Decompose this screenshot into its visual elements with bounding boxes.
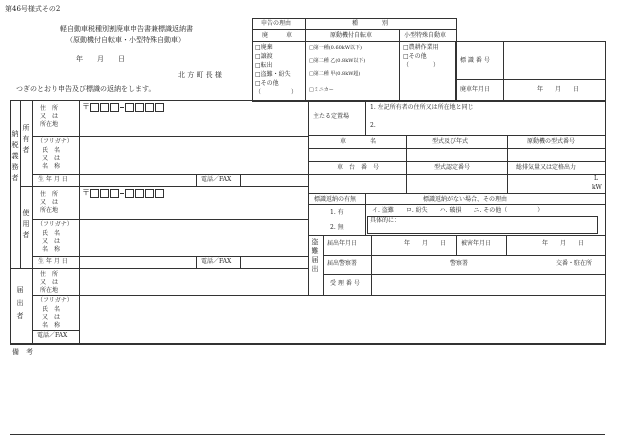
user-furigana-label: （フリガナ） (37, 221, 73, 228)
koban-suffix: 交番・駐在所 (556, 260, 593, 267)
gentsuki-type-1[interactable]: □第一種(0.60kW以下) (309, 45, 362, 51)
gentsuki-type-2[interactable]: □第二種 乙(0.8kW以下) (309, 58, 366, 64)
damage-date-label: 被害年月日 (461, 240, 492, 247)
remarks-field[interactable] (10, 360, 604, 430)
owner-furigana-label: （フリガナ） (37, 138, 73, 145)
owner-address-label: 住 所 又 は 所在地 (40, 105, 59, 128)
filer-address-field[interactable] (81, 270, 306, 293)
chassis-no-field[interactable] (310, 176, 405, 192)
kogata-type-noko[interactable]: □農耕作業用 (403, 44, 439, 51)
filer-tel-field[interactable] (81, 332, 306, 342)
police-station-field[interactable] (373, 257, 448, 272)
haisha-date-value[interactable]: 年 月 日 (537, 86, 580, 93)
return-status-label: 標識返納の有無 (314, 196, 357, 203)
owner-name-label: 氏 名 又 は 名 称 (42, 147, 61, 170)
user-postal-mark: 〒 (82, 188, 90, 197)
return-yes-option[interactable]: 1. 有 (330, 209, 344, 216)
receipt-no-field[interactable] (373, 276, 603, 293)
filer-name-field[interactable] (81, 297, 306, 328)
reason-option-sonota-detail: （ ） (255, 89, 298, 96)
theft-report-label: 盗難届出 (311, 238, 319, 273)
owner-tel-label: 電話／FAX (201, 176, 232, 183)
plate-no-label: 標 識 番 号 (460, 57, 490, 64)
owner-address-field[interactable] (81, 114, 306, 134)
approval-no-label: 型式認定番号 (434, 164, 471, 171)
kogata-header: 小型特殊自動車 (404, 32, 447, 39)
date-label: 年 月 日 (76, 55, 125, 63)
user-address-label: 住 所 又 は 所在地 (40, 191, 59, 214)
vehicle-maker-label: 車 名 (340, 138, 377, 145)
intro-text: つぎのとおり申告及び標識の返納をします。 (16, 85, 156, 93)
user-tel-field[interactable] (242, 258, 306, 267)
user-birth-label: 生 年 月 日 (38, 258, 68, 265)
owner-label: 所有者 (22, 124, 30, 154)
return-reason-label: 標識返納がない場合、その理由 (423, 196, 508, 203)
taxpayer-group-label: 納税義務者 (11, 130, 19, 182)
displacement-field[interactable] (509, 176, 589, 192)
unit-kw: kW (592, 184, 602, 191)
receipt-no-label: 受 理 番 号 (330, 280, 360, 287)
form-subtitle: （原動機付自転車・小型特殊自動車） (66, 36, 185, 44)
storage-label: 主たる定置場 (313, 113, 350, 120)
kogata-type-detail: （ ） (403, 62, 440, 69)
form-id: 第46号様式その2 (5, 5, 61, 13)
filer-furigana-label: （フリガナ） (37, 297, 73, 304)
gentsuki-header: 原動機付自転車 (330, 32, 373, 39)
user-address-field[interactable] (81, 200, 306, 217)
haisha-header: 廃 車 (262, 32, 293, 39)
storage-option-2[interactable]: 2. (370, 122, 376, 129)
kubetsu-header: 種 別 (352, 20, 389, 27)
filer-name-label: 氏 名 又 は 名 称 (42, 306, 61, 329)
filer-address-label: 住 所 又 は 所在地 (40, 271, 59, 294)
unit-liter: L (594, 175, 598, 182)
report-date-value[interactable]: 年 月 日 (404, 240, 447, 247)
chassis-no-label: 車 台 番 号 (337, 164, 380, 171)
police-station-suffix: 警察署 (450, 260, 469, 267)
reason-option-tenshutsu[interactable]: □転出 (255, 62, 273, 69)
filer-label: 届出者 (16, 286, 24, 320)
return-no-option[interactable]: 2. 無 (330, 224, 344, 231)
gentsuki-type-3[interactable]: □第二種 甲(0.8kW超) (309, 71, 361, 77)
user-tel-label: 電話／FAX (201, 258, 232, 265)
user-birth-field[interactable] (81, 258, 194, 267)
approval-no-field[interactable] (408, 176, 506, 192)
detail-box[interactable] (367, 216, 598, 234)
haisha-date-label: 廃車年月日 (460, 86, 491, 93)
owner-name-field[interactable] (81, 138, 306, 172)
vehicle-maker-field[interactable] (310, 150, 405, 160)
reason-header: 申告の理由 (261, 20, 292, 27)
gentsuki-type-minicar[interactable]: □ミニカー (309, 87, 334, 93)
damage-date-value[interactable]: 年 月 日 (542, 240, 585, 247)
reason-option-tonan[interactable]: □盗難・紛失 (255, 71, 291, 78)
owner-birth-field[interactable] (81, 176, 194, 185)
owner-tel-field[interactable] (242, 176, 306, 185)
reason-option-haiki[interactable]: □廃棄 (255, 44, 273, 51)
owner-postal-mark: 〒 (82, 102, 90, 111)
addressee: 北 方 町 長 様 (178, 71, 222, 79)
displacement-label: 総排気量又は定格出力 (516, 164, 577, 171)
report-date-label: 届出年月日 (327, 240, 358, 247)
detail-label: 具体的に： (370, 217, 401, 224)
user-name-field[interactable] (81, 221, 306, 254)
kogata-type-sonota[interactable]: □その他 (403, 53, 427, 60)
reason-option-joto[interactable]: □譲渡 (255, 53, 273, 60)
remarks-label: 備 考 (12, 348, 33, 356)
user-label: 使用者 (22, 209, 30, 239)
filer-tel-label: 電話／FAX (37, 332, 68, 339)
user-name-label: 氏 名 又 は 名 称 (42, 230, 61, 253)
vehicle-model-label: 型式及び年式 (432, 138, 469, 145)
plate-no-field[interactable] (505, 44, 602, 77)
police-station-label: 届出警察署 (327, 260, 358, 267)
vehicle-model-field[interactable] (408, 150, 506, 160)
form-title: 軽自動車税種別割廃車申告書兼標識返納書 (60, 25, 193, 33)
reason-option-sonota[interactable]: □その他 (255, 80, 279, 87)
engine-type-field[interactable] (509, 150, 603, 160)
engine-type-label: 原動機の型式番号 (527, 138, 576, 145)
storage-option-1[interactable]: 1. 左記所有者の住所又は所在地と同じ (370, 104, 474, 111)
owner-birth-label: 生 年 月 日 (38, 176, 68, 183)
no-return-reasons[interactable]: イ. 盗難 ロ. 紛失 ハ. 破損 ニ. その他（ ） (372, 207, 544, 214)
